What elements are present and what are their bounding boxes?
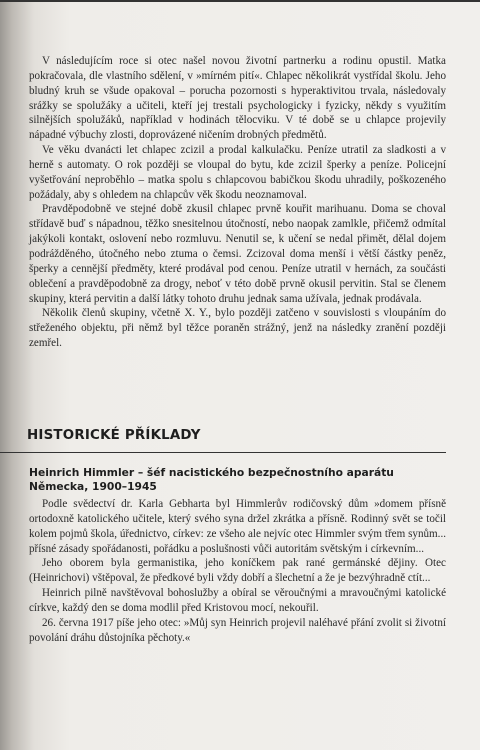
paragraph: V následujícím roce si otec našel novou životní partnerku a rodinu opustil. Matka pokračovala, dle vlastního sdělení, v »mírném pití«. Chlapec několikrát vystřídal školu. Jeho bludný kruh se všude opakoval – porucha pozornosti s hyperaktivitou trvala, následovaly srážky se spolužáky a učiteli, kteří jej trestali psychologicky i fyzicky, někdy s využitím silnějších spolužáků, například v hodinách tělocviku. V té době se u chlapce projevily nápadné výbuchy zlosti, doprovázené ničením drobných předmětů. — [29, 55, 446, 142]
section-heading: HISTORICKÉ PŘÍKLADY — [27, 428, 201, 443]
paragraph: Pravděpodobně ve stejné době zkusil chlapec prvně kouřit marihuanu. Doma se choval střídavě buď s nápadnou, těžko snesitelnou útočností, nebo naopak zamlkle, přičemž odmítal jakýkoli kontakt, oslovení nebo rozmluvu. Nenutil se, k učení se nedal přimět, dělal dojem podrážděného, útočného nebo ztuma o čemsi. Zcizoval doma menší i větší částky peněz, šperky a cennější předměty, které prodával pod cenou. Peníze utratil v hernách, za součásti oblečení a pravděpodobně za drogy, neboť v této době prvně okusil pervitin. Stal se členem skupiny, která pervitin a další látky tohoto druhu jednak sama užívala, jednak prodávala. — [29, 203, 446, 305]
paragraph: Jeho oborem byla germanistika, jeho koníčkem pak rané germánské dějiny. Otec (Heinrichovi) vštěpoval, že předkové byli vždy dobří a šlechetní a že je bezvýhradně ctít... — [29, 557, 446, 585]
case-study-text — [29, 54, 446, 351]
paragraph: 26. června 1917 píše jeho otec: »Můj syn Heinrich projevil naléhavé přání zvolit si životní povolání dráhu důstojníka pěchoty.« — [29, 616, 446, 644]
top-edge-line — [0, 0, 480, 2]
paragraph: Ve věku dvanácti let chlapec zcizil a prodal kalkulačku. Peníze utratil za sladkosti a v herně s automaty. O rok později se vloupal do bytu, kde zcizil šperky a peníze. Policejní vyšetřování neproběhlo – matka spolu s chlapcovou babičkou škodu uhradily, poškozeného požádaly, aby s ohledem na chlapcův věk škodu neoznamoval. — [29, 144, 446, 201]
heading-rule — [0, 452, 446, 453]
paragraph: Několik členů skupiny, včetně X. Y., bylo později zatčeno v souvislosti s vloupáním do střeženého objektu, při němž byl těžce poraněn strážný, jenž na následky zranění později zemřel. — [29, 307, 446, 350]
historical-example-text — [29, 497, 446, 645]
paragraph: Heinrich pilně navštěvoval bohoslužby a obíral se věroučnými a mravoučnými katolické církve, každý den se doma modlil před Kristovou mocí, nekouřil. — [29, 587, 446, 614]
paragraph: Podle svědectví dr. Karla Gebharta byl Himmlerův rodičovský dům »domem přísně ortodoxně katolického učitele, který svého syna držel zkrátka a přísně. Rodinný svět se točil kolem pojmů škola, úřednictvo, církev: ze všeho ale nejvíc otec Himmler svým třem synům... přísné zásady spořádanosti, pořádku a poslušnosti vůči autoritám světským i církevním... — [29, 498, 446, 555]
subheading: Heinrich Himmler – šéf nacistického bezpečnostního aparátu Německa, 1900–1945 — [29, 466, 394, 493]
